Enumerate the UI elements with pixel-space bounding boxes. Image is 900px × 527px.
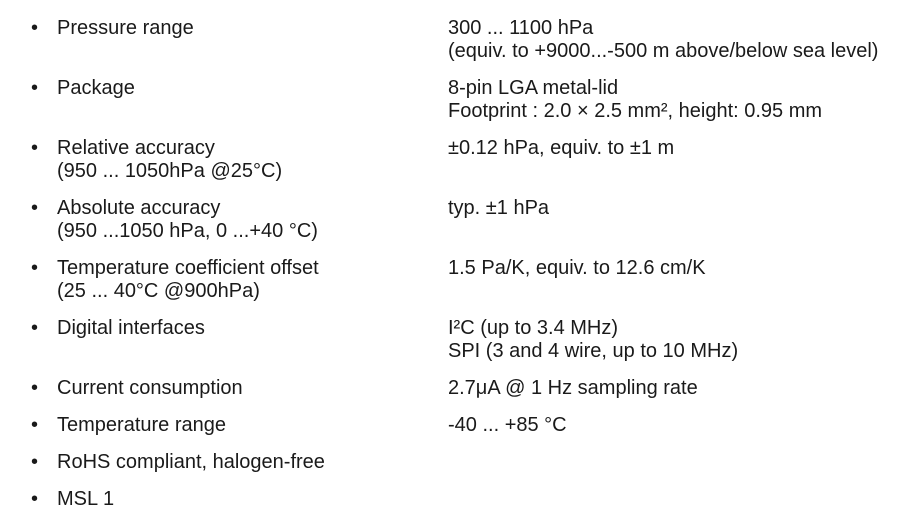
spec-label-line: Relative accuracy [57,137,215,159]
bullet-cell [0,17,57,40]
spec-label [57,197,448,243]
spec-value-line: SPI (3 and 4 wire, up to 10 MHz) [448,340,739,362]
spec-label-line: Pressure range [57,17,194,39]
spec-value-line: typ. ±1 hPa [448,197,550,219]
spec-row [0,197,900,243]
spec-label-line: Digital interfaces [57,317,205,339]
spec-value-line: 8-pin LGA metal-lid [448,77,619,99]
spec-value [448,17,878,63]
spec-label [57,17,448,40]
spec-label [57,137,448,183]
bullet-icon: • [31,77,39,99]
spec-label-line: (950 ...1050 hPa, 0 ...+40 °C) [57,220,318,242]
bullet-cell [0,137,57,160]
spec-row [0,257,900,303]
spec-label-line: (25 ... 40°C @900hPa) [57,280,260,302]
bullet-cell [0,451,57,474]
spec-label-line: Temperature coefficient offset [57,257,319,279]
spec-value-line: ±0.12 hPa, equiv. to ±1 m [448,137,675,159]
bullet-icon: • [31,377,39,399]
spec-value-line: I²C (up to 3.4 MHz) [448,317,619,339]
bullet-cell [0,257,57,280]
bullet-icon: • [31,451,39,473]
spec-label [57,488,448,511]
bullet-cell [0,197,57,220]
spec-value [448,137,674,160]
spec-label [57,451,448,474]
spec-value [448,317,738,363]
spec-row [0,137,900,183]
bullet-cell [0,377,57,400]
bullet-icon: • [31,17,39,39]
spec-label-line: Current consumption [57,377,243,399]
spec-label-line: (950 ... 1050hPa @25°C) [57,160,283,182]
spec-row [0,17,900,63]
bullet-cell [0,488,57,511]
bullet-cell [0,317,57,340]
spec-row [0,451,900,474]
spec-label-line: Package [57,77,135,99]
spec-row [0,414,900,437]
spec-value-line: Footprint : 2.0 × 2.5 mm², height: 0.95 mm [448,100,823,122]
spec-value-line: -40 ... +85 °C [448,414,567,436]
spec-label-line: Temperature range [57,414,226,436]
spec-label [57,414,448,437]
spec-row [0,488,900,511]
spec-row [0,77,900,123]
spec-label [57,377,448,400]
spec-value [448,377,698,400]
spec-list [0,17,900,511]
bullet-icon: • [31,197,39,219]
spec-label-line: RoHS compliant, halogen-free [57,451,325,473]
spec-label [57,257,448,303]
spec-label-line: MSL 1 [57,488,115,510]
bullet-icon: • [31,414,39,436]
spec-value-line: 1.5 Pa/K, equiv. to 12.6 cm/K [448,257,706,279]
spec-row [0,377,900,400]
spec-value-line: (equiv. to +9000...-500 m above/below sea level) [448,40,879,62]
bullet-icon: • [31,488,39,510]
bullet-icon: • [31,137,39,159]
spec-label [57,317,448,340]
bullet-icon: • [31,257,39,279]
spec-value [448,77,822,123]
spec-value-line: 300 ... 1100 hPa [448,17,594,39]
spec-value [448,414,567,437]
bullet-cell [0,414,57,437]
spec-value [448,197,549,220]
spec-label [57,77,448,100]
spec-value [448,257,706,280]
spec-row [0,317,900,363]
spec-value-line: 2.7μA @ 1 Hz sampling rate [448,377,698,399]
spec-label-line: Absolute accuracy [57,197,221,219]
bullet-icon: • [31,317,39,339]
bullet-cell [0,77,57,100]
